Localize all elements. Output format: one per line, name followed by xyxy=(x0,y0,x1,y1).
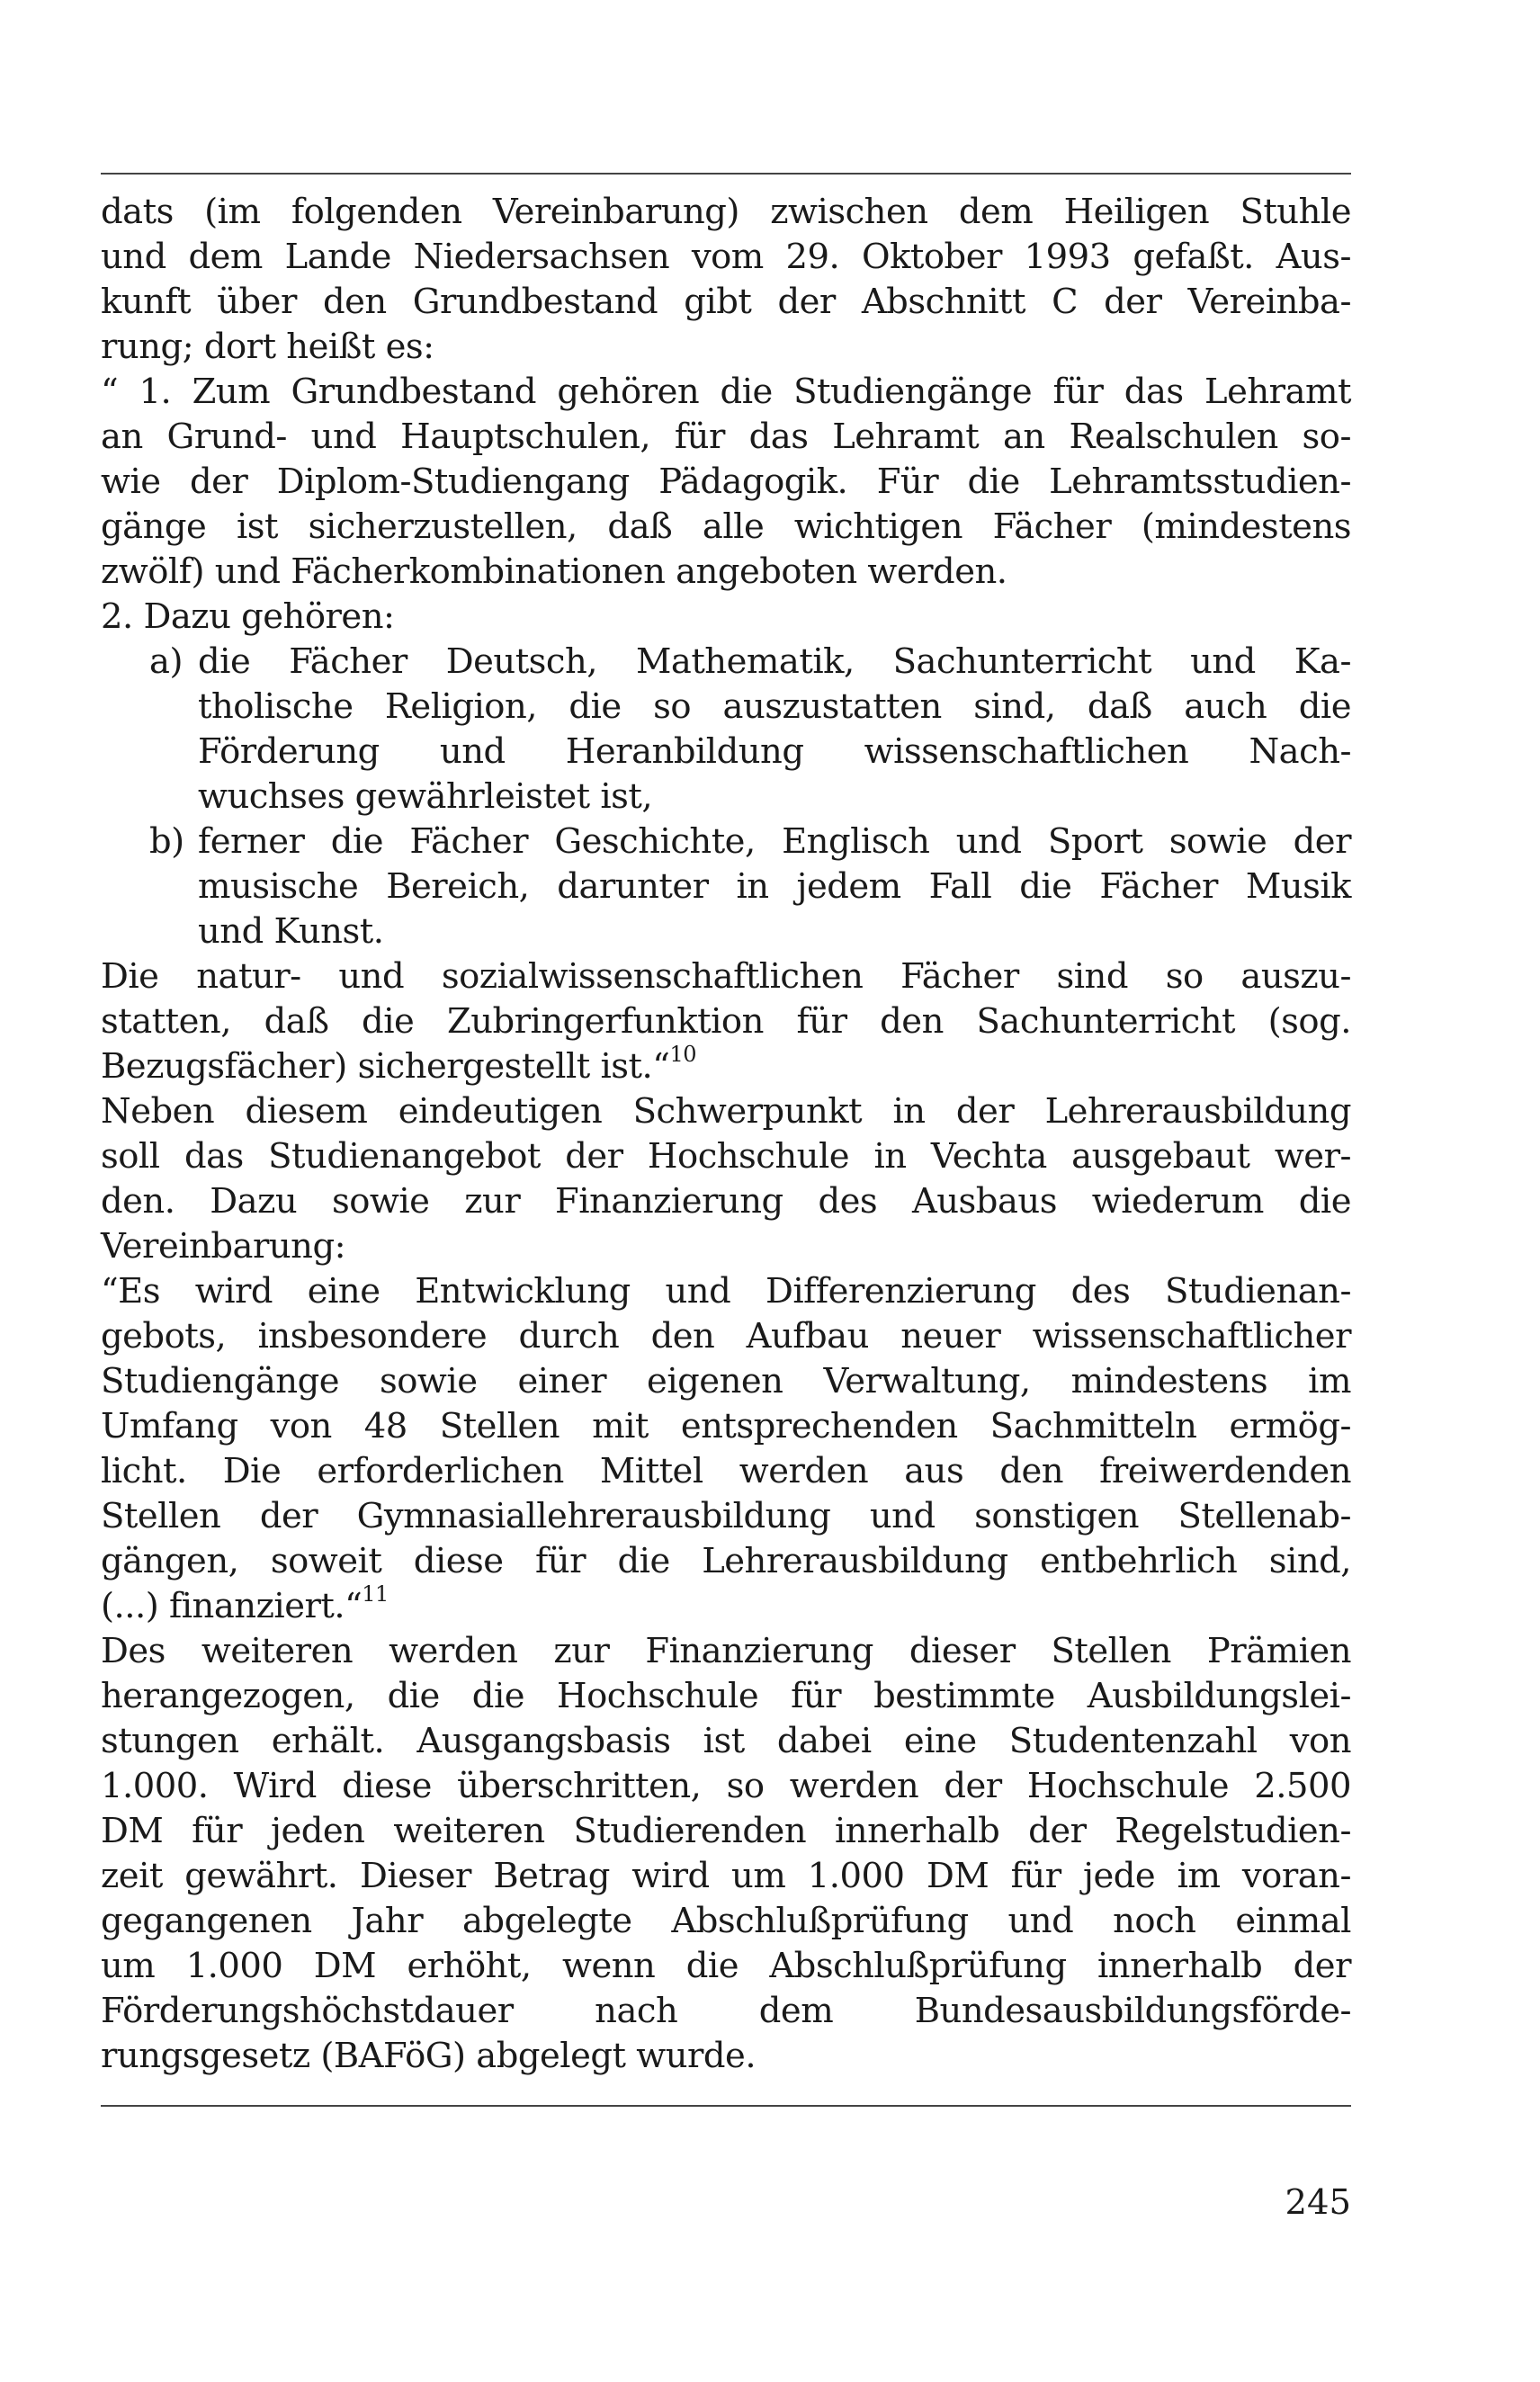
text-line: stungen erhält. Ausgangsbasis ist dabei eine Studentenzahl von xyxy=(101,1721,1351,1761)
list-item-a xyxy=(101,640,1351,685)
bottom-rule xyxy=(101,2105,1351,2107)
text-line: herangezogen, die die Hochschule für bestimmte Ausbildungslei- xyxy=(101,1676,1351,1716)
text-line: gebots, insbesondere durch den Aufbau neuer wissenschaftlicher xyxy=(101,1316,1351,1357)
text-line-with-footnote xyxy=(101,1044,1351,1089)
text-line: an Grund- und Hauptschulen, für das Lehramt an Realschulen so- xyxy=(101,416,1351,457)
text-line: und Kunst. xyxy=(198,911,384,952)
text-line: Förderung und Heranbildung wissenschaftlichen Nach- xyxy=(198,731,1351,772)
text-line: rungsgesetz (BAFöG) abgelegt wurde. xyxy=(101,2036,757,2076)
text-line: Bezugsfächer) sichergestellt ist.“ xyxy=(101,1046,670,1087)
text-line: ferner die Fächer Geschichte, Englisch und Sport sowie der xyxy=(198,821,1351,862)
text-line: gegangenen Jahr abgelegte Abschlußprüfung und noch einmal xyxy=(101,1901,1351,1941)
text-line: “Es wird eine Entwicklung und Differenzierung des Studienan- xyxy=(101,1271,1351,1312)
text-line-with-footnote xyxy=(101,1581,1351,1629)
text-line: wuchses gewährleistet ist, xyxy=(198,776,653,817)
text-line: Die natur- und sozialwissenschaftlichen Fächer sind so auszu- xyxy=(101,956,1351,997)
top-rule xyxy=(101,173,1351,175)
text-line: “ 1. Zum Grundbestand gehören die Studiengänge für das Lehramt xyxy=(101,372,1351,412)
text-line: gängen, soweit diese für die Lehrerausbildung entbehrlich sind, xyxy=(101,1541,1351,1581)
text-line: soll das Studienangebot der Hochschule in Vechta ausgebaut wer- xyxy=(101,1136,1351,1177)
text-line: den. Dazu sowie zur Finanzierung des Ausbaus wiederum die xyxy=(101,1181,1351,1222)
footnote-ref-10: 10 xyxy=(669,1042,696,1067)
text-line: zeit gewährt. Dieser Betrag wird um 1.000 DM für jede im voran- xyxy=(101,1856,1351,1896)
text-line: gänge ist sicherzustellen, daß alle wichtigen Fächer (mindestens xyxy=(101,506,1351,547)
text-line: DM für jeden weiteren Studierenden innerhalb der Regelstudien- xyxy=(101,1811,1351,1851)
text-line: statten, daß die Zubringerfunktion für den Sachunterricht (sog. xyxy=(101,1001,1351,1042)
text-line: wie der Diplom-Studiengang Pädagogik. Für die Lehramtsstudien- xyxy=(101,461,1351,502)
footnote-ref-11: 11 xyxy=(362,1581,389,1607)
text-line: (...) finanziert.“ xyxy=(101,1586,363,1626)
text-line: die Fächer Deutsch, Mathematik, Sachunterricht und Ka- xyxy=(198,641,1351,682)
text-line: rung; dort heißt es: xyxy=(101,327,434,367)
text-line: Des weiteren werden zur Finanzierung dieser Stellen Prämien xyxy=(101,1631,1351,1671)
list-label-a: a) xyxy=(149,641,183,682)
text-line: kunft über den Grundbestand gibt der Abschnitt C der Vereinba- xyxy=(101,282,1351,322)
page-number: 245 xyxy=(1285,2182,1351,2223)
text-body xyxy=(101,190,1351,2079)
text-line: Neben diesem eindeutigen Schwerpunkt in der Lehrerausbildung xyxy=(101,1091,1351,1132)
list-label-b: b) xyxy=(149,821,184,862)
text-line: zwölf) und Fächerkombinationen angeboten werden. xyxy=(101,551,1007,592)
text-line: dats (im folgenden Vereinbarung) zwischen dem Heiligen Stuhle xyxy=(101,192,1351,232)
text-line: tholische Religion, die so auszustatten sind, daß auch die xyxy=(198,686,1351,727)
text-line: Studiengänge sowie einer eigenen Verwaltung, mindestens im xyxy=(101,1361,1351,1401)
text-line: musische Bereich, darunter in jedem Fall die Fächer Musik xyxy=(198,866,1351,907)
list-item-b xyxy=(101,819,1351,864)
text-line: licht. Die erforderlichen Mittel werden aus den freiwerdenden xyxy=(101,1451,1351,1491)
text-line: Förderungshöchstdauer nach dem Bundesausbildungsförde- xyxy=(101,1991,1351,2031)
text-line: Stellen der Gymnasiallehrerausbildung und sonstigen Stellenab- xyxy=(101,1496,1351,1536)
text-line: Umfang von 48 Stellen mit entsprechenden Sachmitteln ermög- xyxy=(101,1406,1351,1446)
text-line: Vereinbarung: xyxy=(101,1226,346,1267)
text-line: und dem Lande Niedersachsen vom 29. Oktober 1993 gefaßt. Aus- xyxy=(101,237,1351,277)
text-line: 2. Dazu gehören: xyxy=(101,596,395,637)
text-line: 1.000. Wird diese überschritten, so werden der Hochschule 2.500 xyxy=(101,1766,1351,1806)
text-line: um 1.000 DM erhöht, wenn die Abschlußprüfung innerhalb der xyxy=(101,1946,1351,1986)
